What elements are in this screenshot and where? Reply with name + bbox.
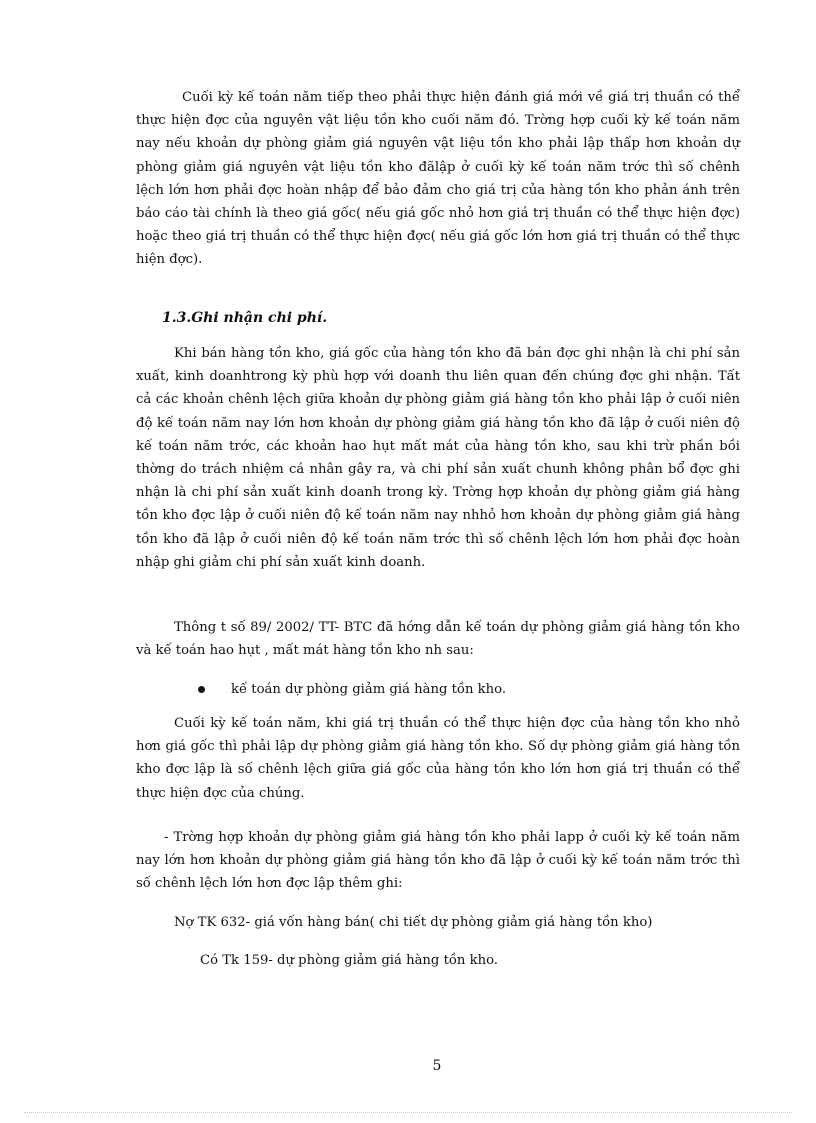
paragraph-provision: Cuối kỳ kế toán năm, khi giá trị thuần có thể thực hiện đợc của hàng tồn kho nhỏ hơn giá gốc thì phải lập dự phòng giảm giá hàng tồn kho. Số dự phòng giảm giá hàng tồn kho đợc lập là số chênh lệch giữa giá gốc của hàng tồn kho lớn hơn giá trị thuần có thể thực hiện đợc của chúng.: [136, 716, 740, 801]
bullet-icon: [198, 686, 205, 693]
paragraph-circular: Thông t số 89/ 2002/ TT- BTC đã hớng dẫn kế toán dự phòng giảm giá hàng tồn kho và kế toán hao hụt , mất mát hàng tồn kho nh sau:: [136, 620, 740, 659]
footer-divider: [24, 1112, 792, 1113]
paragraph-case: - Trờng hợp khoản dự phòng giảm giá hàng tồn kho phải lapp ở cuối kỳ kế toán năm nay lớn hơn khoản dự phòng giảm giá hàng tồn kho đã lập ở cuối kỳ kế toán năm trớc thì số chênh lệch lớn hơn đợc lập thêm ghi:: [136, 830, 740, 892]
section-heading: 1.3.Ghi nhận chi phí.: [162, 310, 328, 326]
journal-entry-credit: Có Tk 159- dự phòng giảm giá hàng tồn kho.: [200, 953, 498, 968]
paragraph-revaluation: Cuối kỳ kế toán năm tiếp theo phải thực hiện đánh giá mới về giá trị thuần có thể thực hiện đợc của nguyên vật liệu tồn kho cuối năm đó. Trờng hợp cuối kỳ kế toán năm nay nếu khoản dự phòng giảm giá nguyên vật liệu tồn kho phải lập thấp hơn khoản dự phòng giảm giá nguyên vật liệu tồn kho đãlập ở cuối kỳ kế toán năm trớc thì số chênh lệch lớn hơn phải đợc hoàn nhập để bảo đảm cho giá trị của hàng tồn kho phản ánh trên báo cáo tài chính là theo giá gốc( nếu giá gốc nhỏ hơn giá trị thuần có thể thực hiện đợc) hoặc theo giá trị thuần có thể thực hiện đợc( nếu giá gốc lớn hơn giá trị thuần có thể thực hiện đợc).: [136, 90, 740, 268]
page-number: 5: [432, 1058, 442, 1074]
bullet-text: kế toán dự phòng giảm giá hàng tồn kho.: [231, 682, 507, 697]
paragraph-expense-recognition: Khi bán hàng tồn kho, giá gốc của hàng tồn kho đã bán đợc ghi nhận là chi phí sản xuất, kinh doanhtrong kỳ phù hợp với doanh thu liên quan đến chúng đợc ghi nhận. Tất cả các khoản chênh lệch giữa khoản dự phòng giảm giá hàng tồn kho phải lập ở cuối niên độ kế toán năm nay lớn hơn khoản dự phòng giảm giá hàng tồn kho đã lập ở cuối niên độ kế toán năm trớc, các khoản hao hụt mất mát của hàng tồn kho, sau khi trừ phần bồi thờng do trách nhiệm cá nhân gây ra, và chi phí sản xuất chunh không phân bổ đợc ghi nhận là chi phí sản xuất kinh doanh trong kỳ. Trờng hợp khoản dự phòng giảm giá hàng tồn kho đợc lập ở cuối niên độ kế toán năm nay nhhỏ hơn khoản dự phòng giảm giá hàng tồn kho đã lập ở cuối niên độ kế toán năm trớc thì số chênh lệch lớn hơn phải đợc hoàn nhập ghi giảm chi phí sản xuất kinh doanh.: [136, 346, 740, 570]
bullet-item: [198, 678, 506, 701]
journal-entry-debit: Nợ TK 632- giá vốn hàng bán( chi tiết dự phòng giảm giá hàng tồn kho): [174, 915, 653, 930]
